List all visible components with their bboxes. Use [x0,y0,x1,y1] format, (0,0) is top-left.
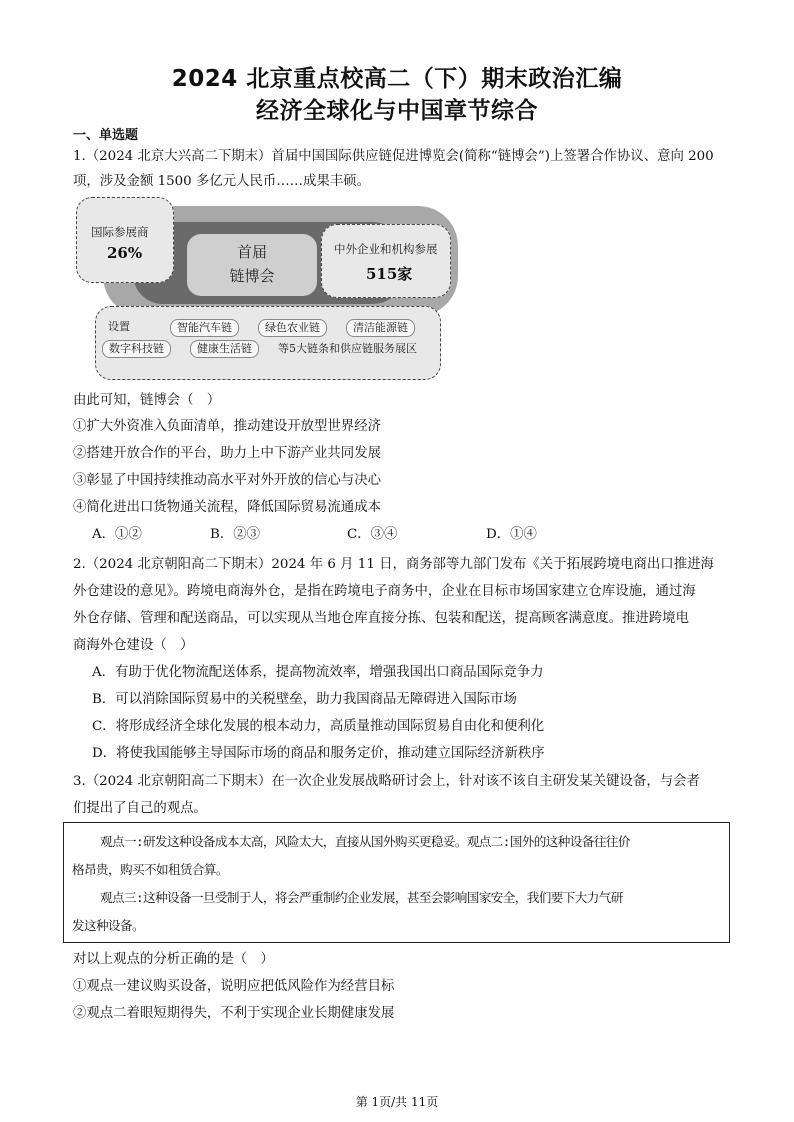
chain-chip: 绿色农业链 [258,319,327,337]
q3-statement: ②观点二着眼短期得失，不利于实现企业长期健康发展 [73,1006,395,1021]
q1-stem-line2: 项，涉及金额 1500 多亿元人民币……成果丰硕。 [73,174,371,189]
q2-option-a: A．有助于优化物流配送体系，提高物流效率，增强我国出口商品国际竞争力 [92,665,544,680]
q1-prompt: 由此可知，链博会（ ） [73,393,221,408]
q1-statement: ②搭建开放合作的平台，助力上中下游产业共同发展 [73,446,381,461]
chain-chip: 健康生活链 [190,340,259,358]
bottom-prefix: 设置 [108,320,130,333]
q2-stem-line: 商海外仓建设（ ） [73,638,194,653]
q2-stem-line: 2.（2024 北京朝阳高二下期末）2024 年 6 月 11 日，商务部等九部门发布《关于拓展跨境电商出口推进海 [73,557,714,572]
viewpoint-line: 观点一:研发这种设备成本太高，风险太大，直接从国外购买更稳妥。观点二:国外的这种设备往往价 [100,834,630,849]
q2-option-b: B．可以消除国际贸易中的关税壁垒，助力我国商品无障碍进入国际市场 [92,692,517,707]
q1-option-c: C．③④ [347,527,398,542]
viewpoint-line: 发这种设备。 [72,918,144,933]
q1-statement: ①扩大外资准入负面清单，推动建设开放型世界经济 [73,419,381,434]
q3-statement: ①观点一建议购买设备，说明应把低风险作为经营目标 [73,979,395,994]
left-bubble-value: 26% [107,244,143,262]
chain-chip: 智能汽车链 [170,319,239,337]
viewpoint-line: 格昂贵，购买不如租赁合算。 [72,862,228,877]
q1-statement: ③彰显了中国持续推动高水平对外开放的信心与决心 [73,473,381,488]
q2-option-c: C．将形成经济全球化发展的根本动力，高质量推动国际贸易自由化和便利化 [92,719,545,734]
q3-stem-line1: 3.（2024 北京朝阳高二下期末）在一次企业发展战略研讨会上，针对该不该自主研发某关键设备，与会者 [73,774,700,789]
chain-chip: 清洁能源链 [346,319,415,337]
q1-stem-line1: 1.（2024 北京大兴高二下期末）首届中国国际供应链促进博览会(简称“链博会”)上签署合作协议、意向 200 [73,149,714,164]
q1-option-d: D．①④ [486,527,537,542]
page-title: 2024 北京重点校高二（下）期末政治汇编 [171,66,623,92]
q1-option-a: A．①② [92,527,142,542]
left-bubble [76,197,174,283]
q2-stem-line: 外仓存储、管理和配送商品，可以实现从当地仓库直接分拣、包装和配送，提高顾客满意度。推进跨境电 [73,611,689,626]
infographic-center [187,234,317,296]
q1-statement: ④简化进出口货物通关流程，降低国际贸易流通成本 [73,500,381,515]
left-bubble-label: 国际参展商 [91,225,149,239]
viewpoint-line: 观点三:这种设备一旦受制于人，将会严重制约企业发展，甚至会影响国家安全，我们要下大力气研 [100,890,623,905]
right-bubble-label: 中外企业和机构参展 [334,242,438,256]
section-heading: 一、单选题 [73,128,139,143]
right-bubble [321,224,451,298]
q1-option-b: B．②③ [210,527,261,542]
center-line1: 首届 [236,243,267,261]
bottom-bubble [95,306,441,380]
q2-option-d: D．将使我国能够主导国际市场的商品和服务定价，推动建立国际经济新秩序 [92,746,545,761]
q1-infographic [73,194,443,380]
bottom-suffix: 等5大链条和供应链服务展区 [278,342,417,355]
q3-viewpoints-box [63,822,730,943]
center-line2: 链博会 [229,267,275,285]
page-subtitle: 经济全球化与中国章节综合 [256,98,538,124]
chain-chip: 数字科技链 [102,340,171,358]
right-bubble-value: 515家 [366,265,413,283]
q2-stem-line: 外仓建设的意见》。跨境电商海外仓，是指在跨境电子商务中，企业在目标市场国家建立仓库设施，通过海 [73,584,696,599]
q3-stem-line2: 们提出了自己的观点。 [73,801,207,816]
q1-options [0,523,794,543]
q3-prompt: 对以上观点的分析正确的是（ ） [73,952,274,967]
page-footer: 第 1页/共 11页 [355,1095,439,1109]
